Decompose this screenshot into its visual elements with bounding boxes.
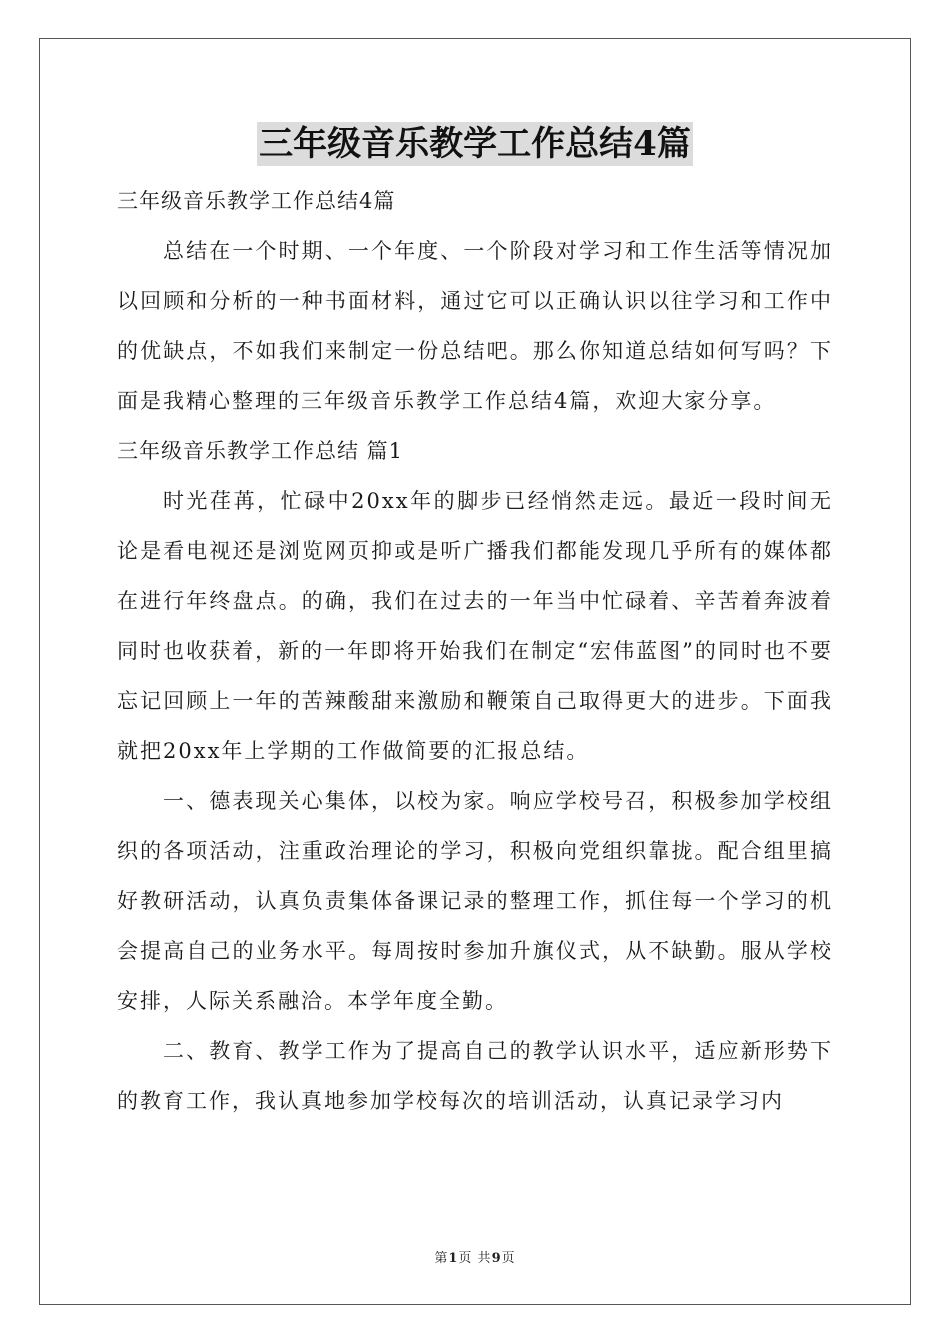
- intro-paragraph: 总结在一个时期、一个年度、一个阶段对学习和工作生活等情况加以回顾和分析的一种书面材料，通过它可以正确认识以往学习和工作中的优缺点，不如我们来制定一份总结吧。那么你知道总结如何写吗？下面是我精心整理的三年级音乐教学工作总结4篇，欢迎大家分享。: [117, 239, 833, 413]
- current-page-number: 1: [448, 1251, 459, 1266]
- document-title: 三年级音乐教学工作总结4篇: [259, 124, 691, 164]
- doc-heading: 三年级音乐教学工作总结4篇: [117, 189, 396, 213]
- document-body: [117, 176, 833, 1126]
- section-heading: 三年级音乐教学工作总结 篇1: [117, 439, 404, 463]
- page-suffix: 页: [501, 1251, 516, 1266]
- document-title-block: [0, 122, 950, 170]
- page-mid: 页 共: [458, 1251, 492, 1266]
- body-paragraph: 一、德表现关心集体，以校为家。响应学校号召，积极参加学校组织的各项活动，注重政治理论的学习，积极向党组织靠拢。配合组里搞好教研活动，认真负责集体备课记录的整理工作，抓住每一个学习的机会提高自己的业务水平。每周按时参加升旗仪式，从不缺勤。服从学校安排，人际关系融洽。本学年度全勤。: [117, 789, 833, 1013]
- body-paragraph: 二、教育、教学工作为了提高自己的教学认识水平，适应新形势下的教育工作，我认真地参加学校每次的培训活动，认真记录学习内: [117, 1039, 833, 1113]
- total-page-number: 9: [491, 1251, 502, 1266]
- body-paragraph: 时光荏苒，忙碌中20xx年的脚步已经悄然走远。最近一段时间无论是看电视还是浏览网页抑或是听广播我们都能发现几乎所有的媒体都在进行年终盘点。的确，我们在过去的一年当中忙碌着、辛苦着奔波着同时也收获着，新的一年即将开始我们在制定“宏伟蓝图”的同时也不要忘记回顾上一年的苦辣酸甜来激励和鞭策自己取得更大的进步。下面我就把20xx年上学期的工作做简要的汇报总结。: [117, 489, 833, 763]
- page-footer: [0, 1247, 950, 1266]
- page-prefix: 第: [434, 1251, 449, 1266]
